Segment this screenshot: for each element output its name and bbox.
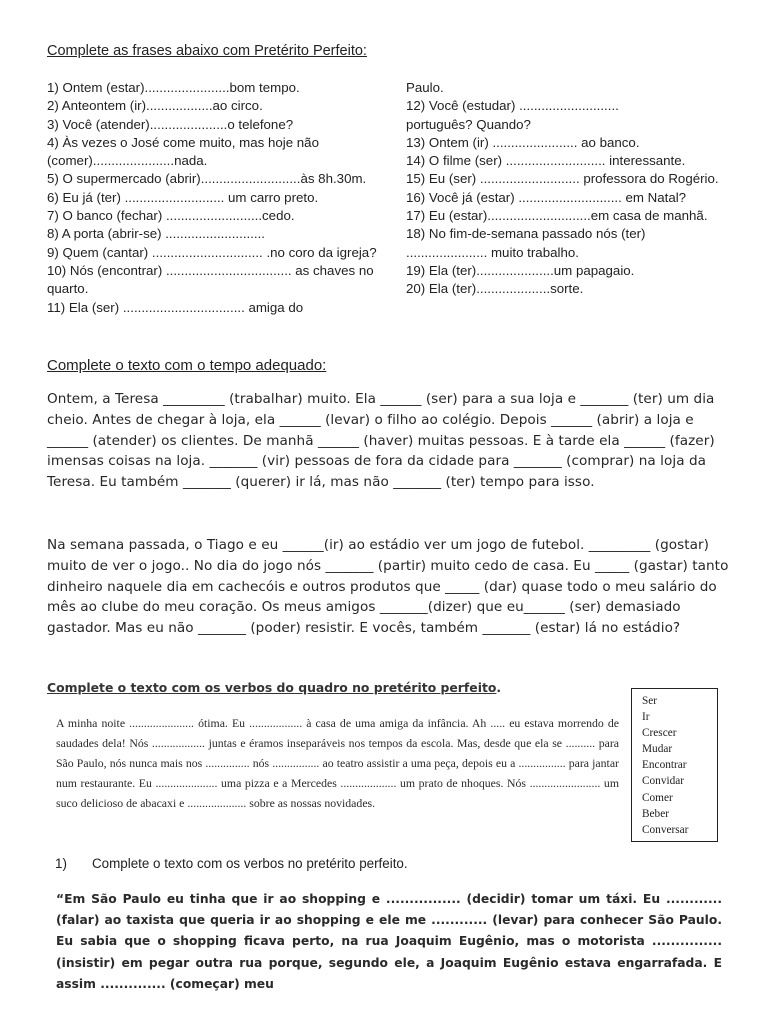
section-3-text: A minha noite ...................... ótima. Eu .................. à casa de uma amiga da infância. Ah ..... eu estava morrendo de saudades dela! Nós .................. juntas e éramos inseparáveis nos tempos da escola. Mas, desde que ela se .......... para São Paulo, nós nunca mais nos ............... nós ................ ao teatro assistir a uma peça, depois eu a ................ para jantar num restaurante. Eu ..................... uma pizza e a Mercedes ................... um prato de nhoques. Nós ........................ um suco delicioso de abacaxi e .................... sobre as nossas novidades. <box>56 716 619 810</box>
verb-item: Ser <box>642 695 658 707</box>
exercise-1-left-column: 1) Ontem (estar).......................bom tempo. 2) Anteontem (ir)..................ao circo. 3) Você (atender).....................o telefone? 4) Às vezes o José come muito, mas hoje não (comer)......................nada. 5) O supermercado (abrir)...........................às 8h.30m. 6) Eu já (ter) ........................... um carro preto. 7) O banco (fechar) ..........................cedo. 8) A porta (abrir-se) ........................... 9) Quem (cantar) .............................. .no coro da igreja? 10) Nós (encontrar) .................................. as chaves no quarto. 11) Ela (ser) ................................. amiga do <box>47 80 377 315</box>
section-2-paragraph-tiago: Na semana passada, o Tiago e eu ______(ir) ao estádio ver um jogo de futebol. _________ (gostar) muito de ver o jogo.. No dia do jogo nós _______ (partir) muito cedo de casa. Eu _____ (gastar) tanto dinheiro naquele dia em cachecóis e outros produtos que _____ (dar) quase todo o meu salário do mês ao clube do meu coração. Os meus amigos _______(dizer) que eu______ (ser) demasiado gastador. Mas eu não _______ (poder) resistir. E vocês, também _______ (estar) lá no estádio? <box>47 537 729 637</box>
verb-item: Mudar <box>642 743 673 756</box>
verb-item: Crescer <box>642 727 677 740</box>
verb-item: Ir <box>642 711 650 724</box>
verb-box <box>631 688 718 842</box>
section-2-title: Complete o texto com o tempo adequado: <box>47 357 327 374</box>
exercise-1-right-column: Paulo. 12) Você (estudar) ........................... português? Quando? 13) Ontem (ir) ....................... ao banco. 14) O filme (ser) ........................... interessante. 15) Eu (ser) ........................... professora do Rogério. 16) Você já (estar) ............................ em Natal? 17) Eu (estar)............................em casa de manhã. 18) No fim-de-semana passado nós (ter) ...................... muito trabalho. 19) Ela (ter).....................um papagaio. 20) Ela (ter)....................sorte. <box>406 80 719 297</box>
section-3-title <box>47 680 501 695</box>
section-4-number: 1) <box>55 856 67 871</box>
verb-item: Conversar <box>642 823 689 836</box>
verb-item: Comer <box>642 791 673 804</box>
section-1-title: Complete as frases abaixo com Pretérito Perfeito: <box>47 43 367 59</box>
verb-item: Encontrar <box>642 759 687 772</box>
section-4-text: “Em São Paulo eu tinha que ir ao shopping e ................ (decidir) tomar um táxi. Eu ............ (falar) ao taxista que queria ir ao shopping e ele me ............ (levar) para conhecer São Paulo. Eu sabia que o shopping ficava perto, na rua Joaquim Eugênio, mas o motorista ............... (insistir) em pegar outra rua porque, segundo ele, a Joaquim Eugênio estava engarrafada. E assim .............. (começar) meu <box>56 892 722 991</box>
section-3-title-period: . <box>496 680 502 695</box>
verb-item: Beber <box>642 807 669 820</box>
section-2-paragraph-teresa: Ontem, a Teresa _________ (trabalhar) muito. Ela ______ (ser) para a sua loja e _______ (ter) um dia cheio. Antes de chegar à loja, ela ______ (levar) o filho ao colégio. Depois ______ (abrir) a loja e ______ (atender) os clientes. De manhã ______ (haver) muitas pessoas. E à tarde ela ______ (fazer) imensas coisas na loja. _______ (vir) pessoas de fora da cidade para _______ (comprar) na loja da Teresa. Eu também _______ (querer) ir lá, mas não _______ (ter) tempo para isso. <box>47 391 715 491</box>
section-3-title-text: Complete o texto com os verbos do quadro no pretérito perfeito <box>47 680 497 695</box>
section-4-title-text: Complete o texto com os verbos no pretérito perfeito. <box>92 856 408 871</box>
verb-item: Convidar <box>642 775 685 788</box>
